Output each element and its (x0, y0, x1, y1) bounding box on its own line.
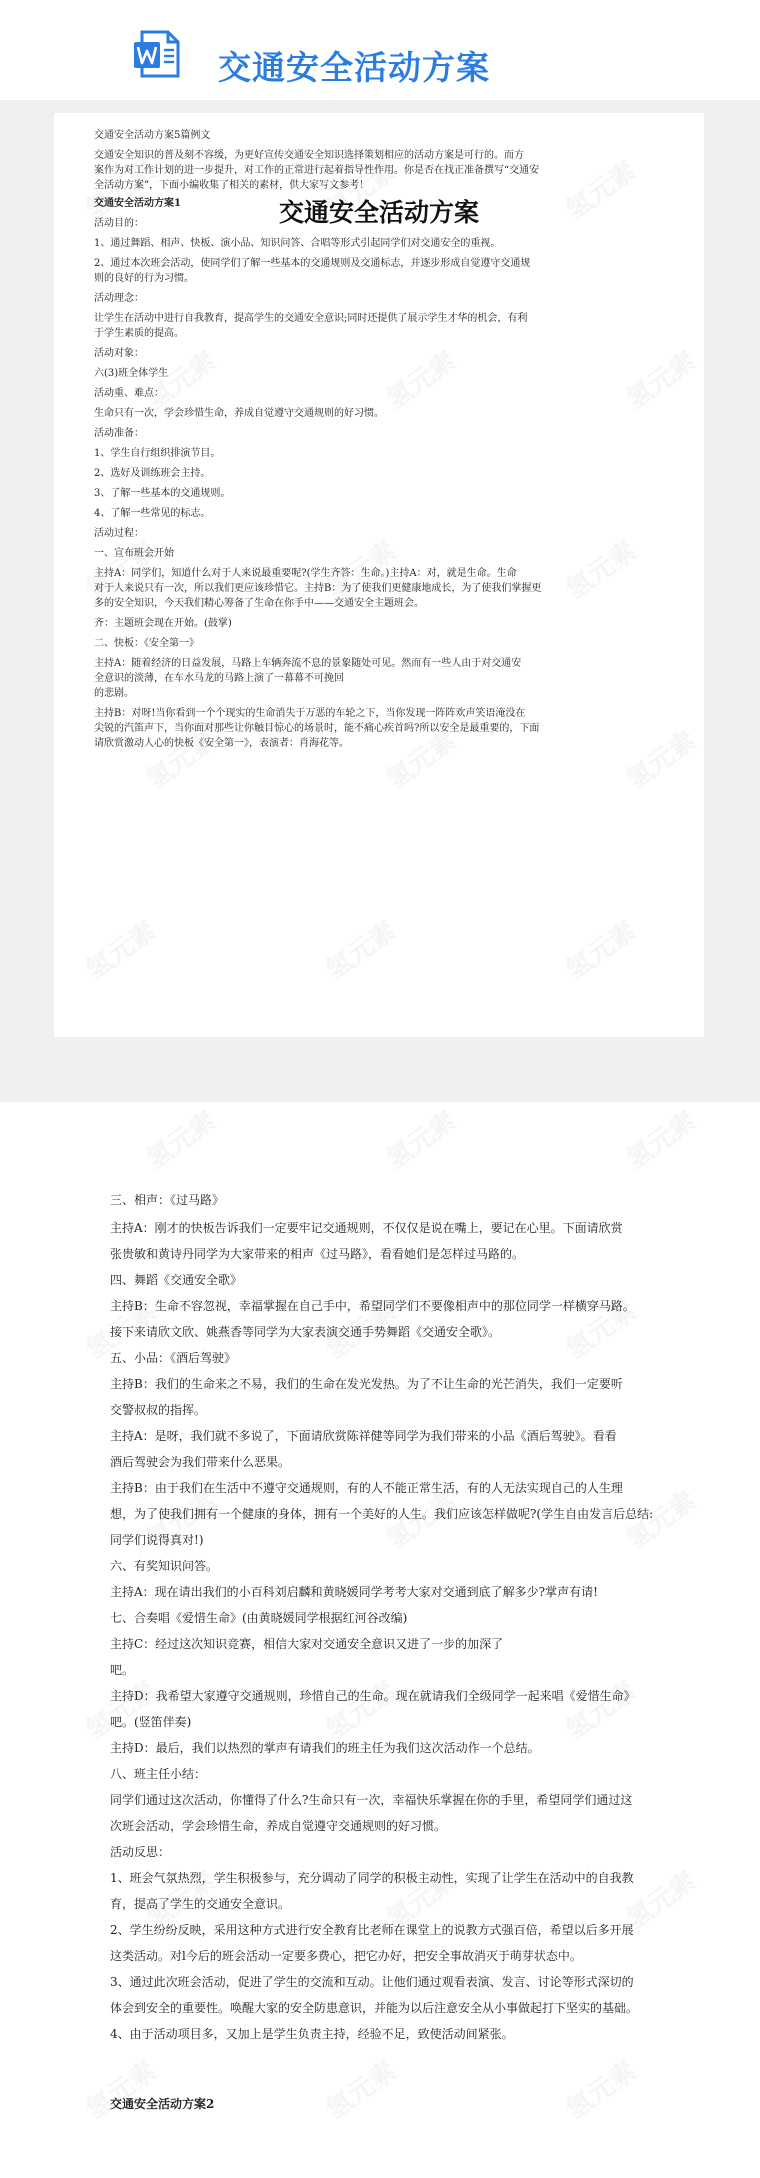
text-line: 尖锐的汽笛声下，当你面对那些让你触目惊心的场景时，能不痛心疾首吗?所以安全是最重要的，下面 (94, 723, 540, 734)
text-line: 活动过程： (94, 528, 144, 539)
text-line: 让学生在活动中进行自我教育，提高学生的交通安全意识;同时还提供了展示学生才华的机会，有利 (94, 313, 528, 324)
watermark (60, 2039, 180, 2138)
text-line: 全意识的淡薄，在车水马龙的马路上演了一幕幕不可挽回 (94, 673, 344, 684)
text-line: 吧。 (110, 1663, 135, 1677)
watermark (540, 2039, 660, 2138)
text-line: 吧。(竖笛伴奏) (110, 1715, 192, 1729)
text-line: 六(3)班全体学生 (94, 368, 169, 379)
text-line: 主持A：同学们，知道什么对于人来说最重要呢?(学生齐答：生命。)主持A：对，就是生命。生命 (94, 568, 517, 579)
text-line: 这类活动。对l今后的班会活动一定要多费心，把它办好，把安全事故消灭于萌芽状态中。 (110, 1949, 582, 1963)
text-line: 交通安全活动方案2 (110, 2097, 215, 2111)
text-line: 主持B：我们的生命来之不易，我们的生命在发光发热。为了不让生命的光芒消失，我们一定要听 (110, 1377, 623, 1391)
text-line: 八、班主任小结： (110, 1767, 207, 1781)
text-line: 同学们通过这次活动，你懂得了什么?生命只有一次，幸福快乐掌握在你的手里，希望同学们通过这 (110, 1793, 633, 1807)
watermark (540, 1279, 660, 1378)
text-line: 生命只有一次，学会珍惜生命，养成自觉遵守交通规则的好习惯。 (94, 408, 384, 419)
watermark (300, 2039, 420, 2138)
text-line: 活动对象： (94, 348, 144, 359)
text-line: 主持C：经过这次知识竞赛，相信大家对交通安全意识又进了一步的加深了 (110, 1637, 504, 1651)
text-line: 3、通过此次班会活动，促进了学生的交流和互动。让他们通过观看表演、发言、讨论等形式深切的 (110, 1975, 634, 1989)
text-line: 主持D：我希望大家遵守交通规则，珍惜自己的生命。现在就请我们全级同学一起来唱《爱惜生命》 (110, 1689, 636, 1703)
text-line: 主持B：生命不容忽视，幸福掌握在自己手中，希望同学们不要像相声中的那位同学一样横穿马路。 (110, 1299, 635, 1313)
text-line: 接下来请欣文欣、姚燕香等同学为大家表演交通手势舞蹈《交通安全歌》。 (110, 1325, 501, 1339)
text-line: 全活动方案”，下面小编收集了相关的素材，供大家写文参考！ (94, 180, 370, 191)
text-line: 活动准备： (94, 428, 144, 439)
text-line: 1、通过舞蹈、相声、快板、演小品、知识问答、合唱等形式引起同学们对交通安全的重视。 (94, 238, 501, 249)
text-line: 3、了解一些基本的交通规则。 (94, 488, 231, 499)
text-line: 主持A：刚才的快板告诉我们一定要牢记交通规则，不仅仅是说在嘴上，要记在心里。下面请欣赏 (110, 1221, 623, 1235)
text-line: 主持A：随着经济的日益发展，马路上车辆奔流不息的景象随处可见。然而有一些人由于对交通安 (94, 658, 522, 669)
text-line: 四、舞蹈《交通安全歌》 (110, 1273, 243, 1287)
text-line: 主持B：对呀!当你看到一个个现实的生命消失于万恶的车轮之下，当你发现一阵阵欢声笑语淹没在 (94, 708, 526, 719)
text-line: 1、学生自行组织排演节目。 (94, 448, 221, 459)
text-line: 活动目的： (94, 218, 144, 229)
text-line: 七、合奏唱《爱惜生命》(由黄晓媛同学根据红河谷改编) (110, 1611, 408, 1625)
text-line: 主持A：是呀，我们就不多说了，下面请欣赏陈祥健等同学为我们带来的小品《酒后驾驶》。看看 (110, 1429, 617, 1443)
text-line: 2、学生纷纷反映，采用这种方式进行安全教育比老师在课堂上的说教方式强百倍，希望以后多开展 (110, 1923, 634, 1937)
document-title: 交通安全活动方案 (278, 198, 479, 227)
text-line: 活动重、难点： (94, 388, 164, 399)
text-line: 于学生素质的提高。 (94, 328, 184, 339)
banner-title: 交通安全活动方案 (218, 48, 490, 87)
text-line: 酒后驾驶会为我们带来什么恶果。 (110, 1455, 291, 1469)
text-line: 案作为对工作计划的进一步提升，对工作的正常进行起着指导性作用。你是否在找正准备撰写“交通安 (94, 165, 540, 176)
text-line: 活动理念： (94, 293, 144, 304)
watermark (600, 1089, 720, 1188)
text-line: 请欣赏激动人心的快板《安全第一》，表演者：肖海花等。 (94, 738, 349, 749)
text-line: 张贵敏和黄诗丹同学为大家带来的相声《过马路》，看看她们是怎样过马路的。 (110, 1247, 525, 1261)
text-line: 齐：主题班会现在开始。(鼓掌) (94, 618, 232, 629)
text-line: 五、小品：《酒后驾驶》 (110, 1351, 237, 1365)
text-line: 2、选好及训练班会主持。 (94, 468, 211, 479)
watermark (120, 1089, 240, 1188)
text-line: 多的安全知识，今天我们精心筹备了生命在你手中——交通安全主题班会。 (94, 598, 424, 609)
text-line: 对于人来说只有一次，所以我们更应该珍惜它。主持B：为了使我们更健康地成长，为了使我们掌握更 (94, 583, 542, 594)
text-line: 主持D：最后，我们以热烈的掌声有请我们的班主任为我们这次活动作一个总结。 (110, 1741, 540, 1755)
text-line: 主持B：由于我们在生活中不遵守交通规则，有的人不能正常生活，有的人无法实现自己的人生理 (110, 1481, 623, 1495)
text-line: 体会到安全的重要性。唤醒大家的安全防患意识，并能为以后注意安全从小事做起打下坚实的基础。 (110, 2001, 639, 2015)
text-line: 则的良好的行为习惯。 (94, 273, 194, 284)
text-line: 活动反思： (110, 1845, 171, 1859)
watermark (540, 1659, 660, 1758)
text-line: 4、由于活动项目多，又加上是学生负责主持，经验不足，致使活动间紧张。 (110, 2027, 514, 2041)
text-line: 交通安全活动方案5篇例文 (94, 130, 211, 141)
text-line: 交通安全活动方案1 (94, 198, 181, 209)
word-document-icon (132, 28, 184, 80)
text-line: 二、快板：《安全第一》 (94, 638, 199, 649)
text-line: 次班会活动，学会珍惜生命，养成自觉遵守交通规则的好习惯。 (110, 1819, 447, 1833)
text-line: 一、宣布班会开始 (94, 548, 174, 559)
text-line: 2、通过本次班会活动，使同学们了解一些基本的交通规则及交通标志，并逐步形成自觉遵守交通规 (94, 258, 531, 269)
header-banner (0, 0, 760, 100)
text-line: 交警叔叔的指挥。 (110, 1403, 207, 1417)
text-line: 想，为了使我们拥有一个健康的身体，拥有一个美好的人生。我们应该怎样做呢?(学生自由发言后总结: (110, 1507, 654, 1521)
text-line: 主持A：现在请出我们的小百科刘启麟和黄晓媛同学考考大家对交通到底了解多少?掌声有请! (110, 1585, 598, 1599)
watermark (360, 1089, 480, 1188)
text-line: 交通安全知识的普及刻不容缓，为更好宣传交通安全知识选择策划相应的活动方案是可行的。而方 (94, 150, 524, 161)
text-line: 六、有奖知识问答。 (110, 1559, 219, 1573)
text-line: 同学们说得真对!) (110, 1533, 204, 1547)
text-line: 4、了解一些常见的标志。 (94, 508, 211, 519)
text-line: 的悲剧。 (94, 688, 134, 699)
text-line: 育，提高了学生的交通安全意识。 (110, 1897, 291, 1911)
text-line: 1、班会气氛热烈，学生积极参与，充分调动了同学的积极主动性，实现了让学生在活动中的自我教 (110, 1871, 634, 1885)
text-line: 三、相声：《过马路》 (110, 1193, 225, 1207)
